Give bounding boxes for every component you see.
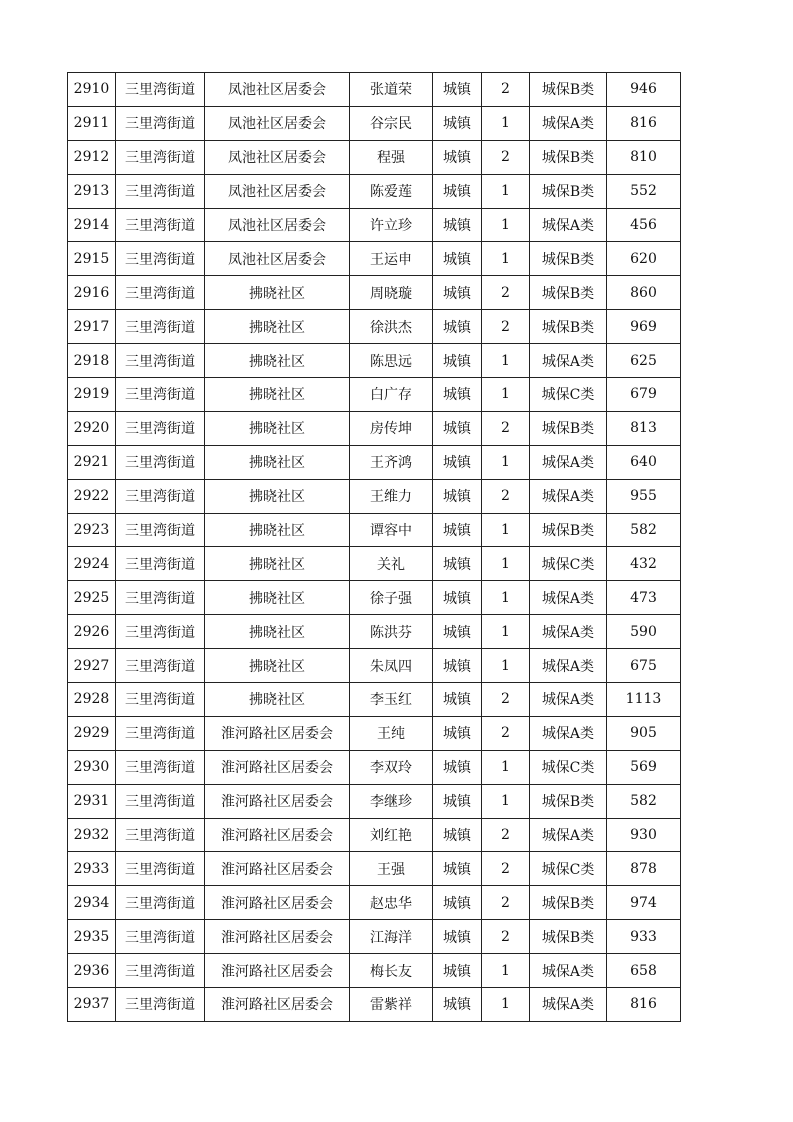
category-cell: 城保B类	[530, 242, 607, 276]
serial-number-cell: 2936	[68, 954, 116, 988]
community-cell: 淮河路社区居委会	[205, 920, 350, 954]
amount-cell: 552	[607, 174, 681, 208]
table-row	[68, 513, 681, 547]
category-cell: 城保A类	[530, 479, 607, 513]
area-type-cell: 城镇	[433, 683, 482, 717]
name-cell: 徐洪杰	[350, 310, 433, 344]
amount-cell: 569	[607, 750, 681, 784]
area-type-cell: 城镇	[433, 310, 482, 344]
table-row	[68, 954, 681, 988]
community-cell: 淮河路社区居委会	[205, 784, 350, 818]
community-cell: 拂晓社区	[205, 344, 350, 378]
table-row	[68, 784, 681, 818]
table-row	[68, 547, 681, 581]
name-cell: 王维力	[350, 479, 433, 513]
count-cell: 1	[482, 581, 530, 615]
count-cell: 1	[482, 445, 530, 479]
serial-number-cell: 2928	[68, 683, 116, 717]
count-cell: 1	[482, 988, 530, 1022]
community-cell: 凤池社区居委会	[205, 174, 350, 208]
count-cell: 2	[482, 920, 530, 954]
table-row	[68, 208, 681, 242]
community-cell: 拂晓社区	[205, 276, 350, 310]
street-cell: 三里湾街道	[116, 581, 205, 615]
category-cell: 城保A类	[530, 581, 607, 615]
serial-number-cell: 2914	[68, 208, 116, 242]
count-cell: 1	[482, 513, 530, 547]
category-cell: 城保B类	[530, 73, 607, 107]
category-cell: 城保A类	[530, 818, 607, 852]
category-cell: 城保C类	[530, 378, 607, 412]
amount-cell: 625	[607, 344, 681, 378]
community-cell: 凤池社区居委会	[205, 73, 350, 107]
amount-cell: 933	[607, 920, 681, 954]
community-cell: 拂晓社区	[205, 479, 350, 513]
amount-cell: 582	[607, 784, 681, 818]
community-cell: 淮河路社区居委会	[205, 954, 350, 988]
street-cell: 三里湾街道	[116, 649, 205, 683]
count-cell: 2	[482, 479, 530, 513]
roster-table	[67, 72, 681, 1022]
community-cell: 拂晓社区	[205, 649, 350, 683]
name-cell: 谷宗民	[350, 106, 433, 140]
amount-cell: 658	[607, 954, 681, 988]
street-cell: 三里湾街道	[116, 886, 205, 920]
name-cell: 江海洋	[350, 920, 433, 954]
street-cell: 三里湾街道	[116, 716, 205, 750]
street-cell: 三里湾街道	[116, 920, 205, 954]
community-cell: 拂晓社区	[205, 411, 350, 445]
count-cell: 1	[482, 208, 530, 242]
area-type-cell: 城镇	[433, 445, 482, 479]
category-cell: 城保A类	[530, 615, 607, 649]
street-cell: 三里湾街道	[116, 852, 205, 886]
count-cell: 1	[482, 106, 530, 140]
community-cell: 拂晓社区	[205, 581, 350, 615]
name-cell: 房传坤	[350, 411, 433, 445]
name-cell: 李继珍	[350, 784, 433, 818]
category-cell: 城保B类	[530, 310, 607, 344]
amount-cell: 878	[607, 852, 681, 886]
area-type-cell: 城镇	[433, 140, 482, 174]
amount-cell: 640	[607, 445, 681, 479]
serial-number-cell: 2931	[68, 784, 116, 818]
area-type-cell: 城镇	[433, 784, 482, 818]
amount-cell: 679	[607, 378, 681, 412]
community-cell: 淮河路社区居委会	[205, 852, 350, 886]
name-cell: 张道荣	[350, 73, 433, 107]
serial-number-cell: 2924	[68, 547, 116, 581]
category-cell: 城保B类	[530, 920, 607, 954]
area-type-cell: 城镇	[433, 513, 482, 547]
count-cell: 2	[482, 73, 530, 107]
amount-cell: 816	[607, 988, 681, 1022]
name-cell: 陈思远	[350, 344, 433, 378]
serial-number-cell: 2925	[68, 581, 116, 615]
table-row	[68, 411, 681, 445]
street-cell: 三里湾街道	[116, 140, 205, 174]
serial-number-cell: 2937	[68, 988, 116, 1022]
serial-number-cell: 2932	[68, 818, 116, 852]
category-cell: 城保B类	[530, 411, 607, 445]
amount-cell: 473	[607, 581, 681, 615]
name-cell: 李玉红	[350, 683, 433, 717]
area-type-cell: 城镇	[433, 242, 482, 276]
table-row	[68, 886, 681, 920]
area-type-cell: 城镇	[433, 920, 482, 954]
table-row	[68, 479, 681, 513]
category-cell: 城保A类	[530, 445, 607, 479]
community-cell: 凤池社区居委会	[205, 242, 350, 276]
amount-cell: 974	[607, 886, 681, 920]
name-cell: 雷紫祥	[350, 988, 433, 1022]
community-cell: 凤池社区居委会	[205, 140, 350, 174]
category-cell: 城保A类	[530, 106, 607, 140]
street-cell: 三里湾街道	[116, 988, 205, 1022]
category-cell: 城保B类	[530, 784, 607, 818]
area-type-cell: 城镇	[433, 73, 482, 107]
category-cell: 城保A类	[530, 954, 607, 988]
amount-cell: 1113	[607, 683, 681, 717]
serial-number-cell: 2923	[68, 513, 116, 547]
table-row	[68, 174, 681, 208]
amount-cell: 620	[607, 242, 681, 276]
count-cell: 2	[482, 886, 530, 920]
serial-number-cell: 2926	[68, 615, 116, 649]
street-cell: 三里湾街道	[116, 276, 205, 310]
amount-cell: 955	[607, 479, 681, 513]
amount-cell: 432	[607, 547, 681, 581]
serial-number-cell: 2920	[68, 411, 116, 445]
area-type-cell: 城镇	[433, 208, 482, 242]
name-cell: 白广存	[350, 378, 433, 412]
community-cell: 拂晓社区	[205, 683, 350, 717]
table-row	[68, 445, 681, 479]
table-row	[68, 73, 681, 107]
category-cell: 城保B类	[530, 140, 607, 174]
count-cell: 1	[482, 750, 530, 784]
category-cell: 城保A类	[530, 649, 607, 683]
name-cell: 刘红艳	[350, 818, 433, 852]
community-cell: 拂晓社区	[205, 615, 350, 649]
table-row	[68, 344, 681, 378]
count-cell: 1	[482, 615, 530, 649]
table-row	[68, 683, 681, 717]
street-cell: 三里湾街道	[116, 513, 205, 547]
serial-number-cell: 2927	[68, 649, 116, 683]
name-cell: 程强	[350, 140, 433, 174]
street-cell: 三里湾街道	[116, 818, 205, 852]
street-cell: 三里湾街道	[116, 683, 205, 717]
serial-number-cell: 2910	[68, 73, 116, 107]
community-cell: 凤池社区居委会	[205, 106, 350, 140]
table-row	[68, 716, 681, 750]
amount-cell: 813	[607, 411, 681, 445]
street-cell: 三里湾街道	[116, 411, 205, 445]
category-cell: 城保A类	[530, 344, 607, 378]
serial-number-cell: 2921	[68, 445, 116, 479]
community-cell: 淮河路社区居委会	[205, 750, 350, 784]
table-row	[68, 988, 681, 1022]
community-cell: 拂晓社区	[205, 445, 350, 479]
name-cell: 李双玲	[350, 750, 433, 784]
community-cell: 淮河路社区居委会	[205, 818, 350, 852]
category-cell: 城保A类	[530, 683, 607, 717]
community-cell: 拂晓社区	[205, 513, 350, 547]
street-cell: 三里湾街道	[116, 615, 205, 649]
count-cell: 1	[482, 547, 530, 581]
area-type-cell: 城镇	[433, 174, 482, 208]
count-cell: 2	[482, 716, 530, 750]
table-row	[68, 242, 681, 276]
table-row	[68, 649, 681, 683]
name-cell: 关礼	[350, 547, 433, 581]
table-row	[68, 276, 681, 310]
count-cell: 2	[482, 411, 530, 445]
category-cell: 城保A类	[530, 988, 607, 1022]
amount-cell: 456	[607, 208, 681, 242]
count-cell: 1	[482, 344, 530, 378]
table-row	[68, 378, 681, 412]
roster-body	[68, 73, 681, 1022]
amount-cell: 930	[607, 818, 681, 852]
street-cell: 三里湾街道	[116, 954, 205, 988]
amount-cell: 810	[607, 140, 681, 174]
community-cell: 拂晓社区	[205, 310, 350, 344]
amount-cell: 905	[607, 716, 681, 750]
count-cell: 1	[482, 649, 530, 683]
amount-cell: 590	[607, 615, 681, 649]
category-cell: 城保A类	[530, 208, 607, 242]
amount-cell: 860	[607, 276, 681, 310]
name-cell: 王强	[350, 852, 433, 886]
street-cell: 三里湾街道	[116, 378, 205, 412]
area-type-cell: 城镇	[433, 649, 482, 683]
serial-number-cell: 2915	[68, 242, 116, 276]
area-type-cell: 城镇	[433, 411, 482, 445]
table-row	[68, 140, 681, 174]
community-cell: 凤池社区居委会	[205, 208, 350, 242]
street-cell: 三里湾街道	[116, 750, 205, 784]
count-cell: 2	[482, 140, 530, 174]
category-cell: 城保B类	[530, 886, 607, 920]
street-cell: 三里湾街道	[116, 479, 205, 513]
category-cell: 城保C类	[530, 852, 607, 886]
table-row	[68, 750, 681, 784]
community-cell: 拂晓社区	[205, 547, 350, 581]
area-type-cell: 城镇	[433, 750, 482, 784]
name-cell: 周晓璇	[350, 276, 433, 310]
street-cell: 三里湾街道	[116, 73, 205, 107]
serial-number-cell: 2919	[68, 378, 116, 412]
count-cell: 2	[482, 852, 530, 886]
table-row	[68, 310, 681, 344]
area-type-cell: 城镇	[433, 344, 482, 378]
count-cell: 1	[482, 784, 530, 818]
table-row	[68, 615, 681, 649]
name-cell: 陈爱莲	[350, 174, 433, 208]
name-cell: 谭容中	[350, 513, 433, 547]
community-cell: 淮河路社区居委会	[205, 716, 350, 750]
serial-number-cell: 2933	[68, 852, 116, 886]
amount-cell: 816	[607, 106, 681, 140]
category-cell: 城保B类	[530, 513, 607, 547]
serial-number-cell: 2918	[68, 344, 116, 378]
count-cell: 1	[482, 378, 530, 412]
table-row	[68, 581, 681, 615]
serial-number-cell: 2916	[68, 276, 116, 310]
area-type-cell: 城镇	[433, 479, 482, 513]
serial-number-cell: 2935	[68, 920, 116, 954]
serial-number-cell: 2922	[68, 479, 116, 513]
category-cell: 城保C类	[530, 547, 607, 581]
name-cell: 徐子强	[350, 581, 433, 615]
name-cell: 赵忠华	[350, 886, 433, 920]
name-cell: 梅长友	[350, 954, 433, 988]
area-type-cell: 城镇	[433, 954, 482, 988]
community-cell: 淮河路社区居委会	[205, 988, 350, 1022]
amount-cell: 969	[607, 310, 681, 344]
community-cell: 淮河路社区居委会	[205, 886, 350, 920]
category-cell: 城保B类	[530, 276, 607, 310]
area-type-cell: 城镇	[433, 276, 482, 310]
serial-number-cell: 2934	[68, 886, 116, 920]
serial-number-cell: 2929	[68, 716, 116, 750]
amount-cell: 946	[607, 73, 681, 107]
street-cell: 三里湾街道	[116, 344, 205, 378]
area-type-cell: 城镇	[433, 716, 482, 750]
serial-number-cell: 2913	[68, 174, 116, 208]
serial-number-cell: 2912	[68, 140, 116, 174]
street-cell: 三里湾街道	[116, 310, 205, 344]
area-type-cell: 城镇	[433, 886, 482, 920]
area-type-cell: 城镇	[433, 852, 482, 886]
name-cell: 王运申	[350, 242, 433, 276]
street-cell: 三里湾街道	[116, 784, 205, 818]
count-cell: 2	[482, 683, 530, 717]
table-row	[68, 106, 681, 140]
count-cell: 2	[482, 310, 530, 344]
name-cell: 许立珍	[350, 208, 433, 242]
table-row	[68, 920, 681, 954]
street-cell: 三里湾街道	[116, 242, 205, 276]
street-cell: 三里湾街道	[116, 445, 205, 479]
count-cell: 1	[482, 242, 530, 276]
count-cell: 2	[482, 818, 530, 852]
category-cell: 城保B类	[530, 174, 607, 208]
count-cell: 1	[482, 954, 530, 988]
street-cell: 三里湾街道	[116, 208, 205, 242]
table-row	[68, 852, 681, 886]
amount-cell: 675	[607, 649, 681, 683]
category-cell: 城保A类	[530, 716, 607, 750]
area-type-cell: 城镇	[433, 547, 482, 581]
serial-number-cell: 2917	[68, 310, 116, 344]
table-row	[68, 818, 681, 852]
area-type-cell: 城镇	[433, 581, 482, 615]
street-cell: 三里湾街道	[116, 174, 205, 208]
count-cell: 2	[482, 276, 530, 310]
amount-cell: 582	[607, 513, 681, 547]
area-type-cell: 城镇	[433, 106, 482, 140]
area-type-cell: 城镇	[433, 988, 482, 1022]
area-type-cell: 城镇	[433, 615, 482, 649]
street-cell: 三里湾街道	[116, 547, 205, 581]
count-cell: 1	[482, 174, 530, 208]
area-type-cell: 城镇	[433, 818, 482, 852]
name-cell: 王齐鸿	[350, 445, 433, 479]
community-cell: 拂晓社区	[205, 378, 350, 412]
area-type-cell: 城镇	[433, 378, 482, 412]
name-cell: 朱凤四	[350, 649, 433, 683]
category-cell: 城保C类	[530, 750, 607, 784]
name-cell: 王纯	[350, 716, 433, 750]
street-cell: 三里湾街道	[116, 106, 205, 140]
serial-number-cell: 2930	[68, 750, 116, 784]
name-cell: 陈洪芬	[350, 615, 433, 649]
serial-number-cell: 2911	[68, 106, 116, 140]
